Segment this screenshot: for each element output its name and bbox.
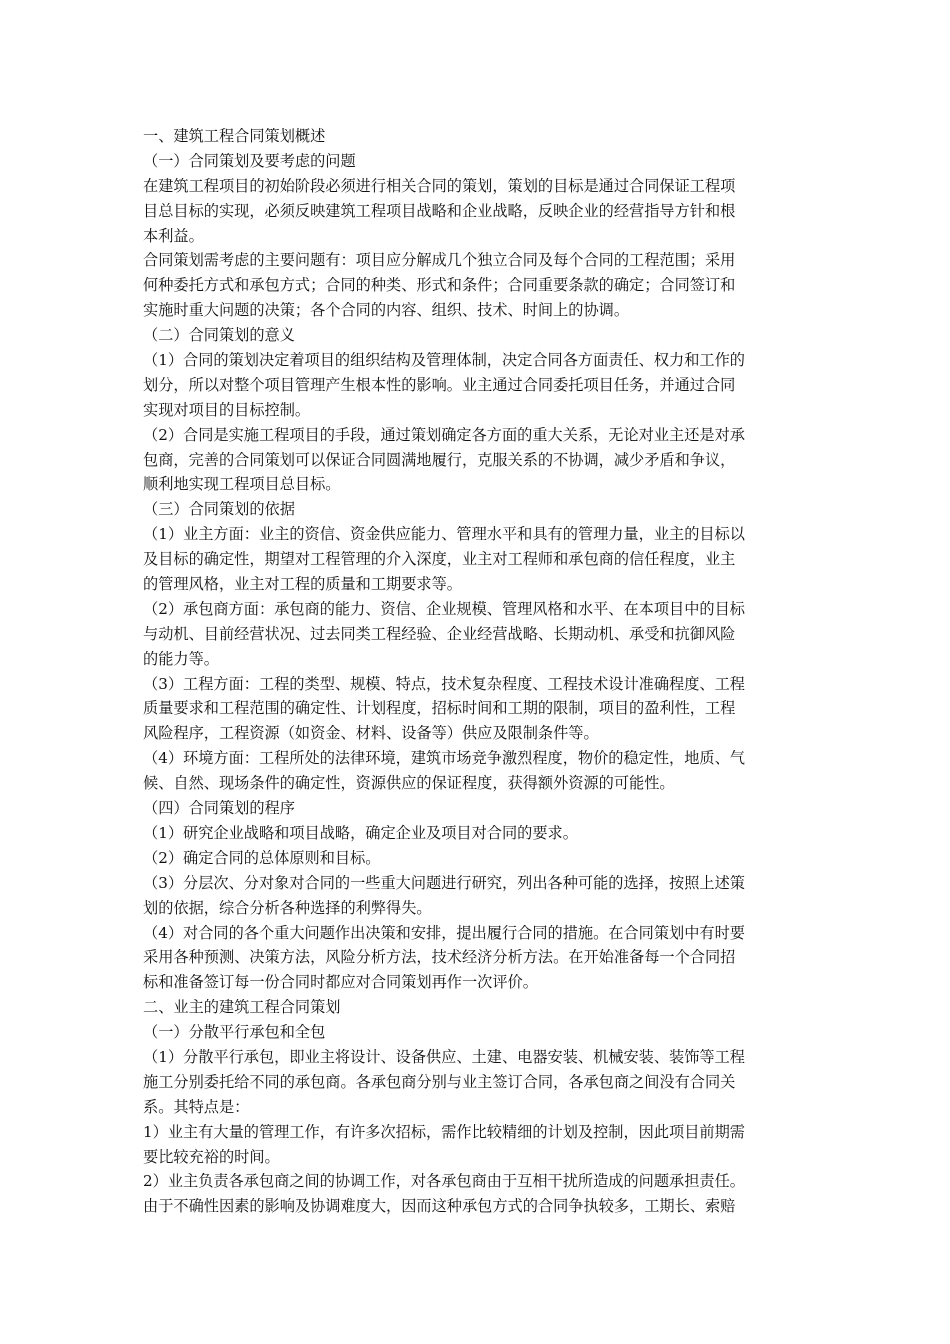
subheading: （二）合同策划的意义: [143, 326, 295, 345]
paragraph-line: 何种委托方式和承包方式；合同的种类、形式和条件；合同重要条款的确定；合同签订和: [143, 276, 736, 295]
paragraph-line: 风险程序，工程资源（如资金、材料、设备等）供应及限制条件等。: [143, 724, 599, 743]
paragraph-line: 在建筑工程项目的初始阶段必须进行相关合同的策划，策划的目标是通过合同保证工程项: [143, 176, 736, 195]
paragraph-line: （2）合同是实施工程项目的手段，通过策划确定各方面的重大关系，无论对业主还是对承: [143, 425, 745, 444]
paragraph-line: 实现对项目的目标控制。: [143, 400, 311, 419]
paragraph-line: （3）工程方面：工程的类型、规模、特点，技术复杂程度、工程技术设计准确程度、工程: [143, 674, 745, 693]
paragraph-line: 的能力等。: [143, 649, 219, 668]
paragraph-line: 目总目标的实现，必须反映建筑工程项目战略和企业战略，反映企业的经营指导方针和根: [143, 201, 736, 220]
paragraph-line: （2）承包商方面：承包商的能力、资信、企业规模、管理风格和水平、在本项目中的目标: [143, 599, 745, 618]
paragraph-line: 的管理风格，业主对工程的质量和工期要求等。: [143, 575, 462, 594]
paragraph-line: 系。其特点是：: [143, 1097, 250, 1116]
paragraph-line: 顺利地实现工程项目总目标。: [143, 475, 341, 494]
subheading: （三）合同策划的依据: [143, 500, 295, 519]
paragraph-line: 质量要求和工程范围的确定性、计划程度，招标时间和工期的限制，项目的盈利性，工程: [143, 699, 736, 718]
paragraph-line: 划分，所以对整个项目管理产生根本性的影响。业主通过合同委托项目任务，并通过合同: [143, 375, 736, 394]
paragraph-line: 要比较充裕的时间。: [143, 1147, 280, 1166]
paragraph-line: （1）合同的策划决定着项目的组织结构及管理体制，决定合同各方面责任、权力和工作的: [143, 351, 745, 370]
paragraph-line: 包商，完善的合同策划可以保证合同圆满地履行，克服关系的不协调，减少矛盾和争议，: [143, 450, 736, 469]
paragraph-line: （3）分层次、分对象对合同的一些重大问题进行研究，列出各种可能的选择，按照上述策: [143, 873, 745, 892]
paragraph-line: 1）业主有大量的管理工作，有许多次招标，需作比较精细的计划及控制，因此项目前期需: [143, 1122, 745, 1141]
paragraph-line: 合同策划需考虑的主要问题有：项目应分解成几个独立合同及每个合同的工程范围；采用: [143, 251, 736, 270]
paragraph-line: 由于不确性因素的影响及协调难度大，因而这种承包方式的合同争执较多，工期长、索赔: [143, 1197, 736, 1216]
paragraph-line: 与动机、目前经营状况、过去同类工程经验、企业经营战略、长期动机、承受和抗御风险: [143, 624, 736, 643]
paragraph-line: （1）研究企业战略和项目战略，确定企业及项目对合同的要求。: [143, 823, 578, 842]
heading-1: 二、业主的建筑工程合同策划: [143, 998, 341, 1017]
paragraph-line: （1）分散平行承包，即业主将设计、设备供应、土建、电器安装、机械安装、装饰等工程: [143, 1047, 745, 1066]
paragraph-line: 实施时重大问题的决策；各个合同的内容、组织、技术、时间上的协调。: [143, 301, 629, 320]
subheading: （一）分散平行承包和全包: [143, 1023, 326, 1042]
paragraph-line: 划的依据，综合分析各种选择的利弊得失。: [143, 898, 432, 917]
paragraph-line: （4）环境方面：工程所处的法律环境，建筑市场竞争激烈程度，物价的稳定性，地质、气: [143, 749, 745, 768]
document-body: [143, 124, 815, 1219]
paragraph-line: 施工分别委托给不同的承包商。各承包商分别与业主签订合同，各承包商之间没有合同关: [143, 1072, 736, 1091]
paragraph-line: （2）确定合同的总体原则和目标。: [143, 848, 381, 867]
paragraph-line: 本利益。: [143, 226, 204, 245]
paragraph-line: 及目标的确定性，期望对工程管理的介入深度，业主对工程师和承包商的信任程度，业主: [143, 550, 736, 569]
subheading: （一）合同策划及要考虑的问题: [143, 151, 356, 170]
subheading: （四）合同策划的程序: [143, 799, 295, 818]
paragraph-line: 2）业主负责各承包商之间的协调工作，对各承包商由于互相干扰所造成的问题承担责任。: [143, 1172, 745, 1191]
heading-1: 一、建筑工程合同策划概述: [143, 127, 326, 145]
paragraph-line: 候、自然、现场条件的确定性，资源供应的保证程度，获得额外资源的可能性。: [143, 774, 675, 793]
paragraph-line: 标和准备签订每一份合同时都应对合同策划再作一次评价。: [143, 973, 538, 992]
paragraph-line: （4）对合同的各个重大问题作出决策和安排，提出履行合同的措施。在合同策划中有时要: [143, 923, 745, 942]
paragraph-line: （1）业主方面：业主的资信、资金供应能力、管理水平和具有的管理力量，业主的目标以: [143, 525, 745, 544]
paragraph-line: 采用各种预测、决策方法，风险分析方法，技术经济分析方法。在开始准备每一个合同招: [143, 948, 736, 967]
